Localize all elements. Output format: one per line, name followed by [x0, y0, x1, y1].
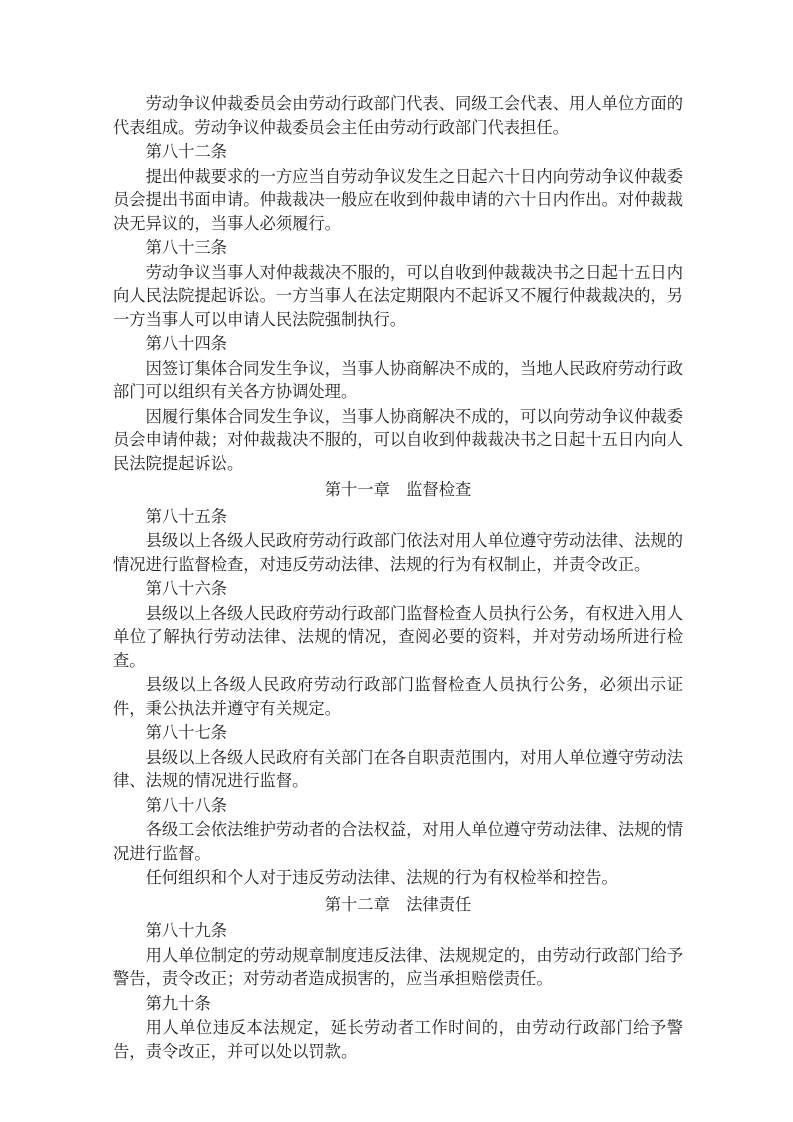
- article-number-heading: 第八十六条: [145, 579, 228, 598]
- body-paragraph: 县级以上各级人民政府有关部门在各自职责范围内，对用人单位遵守劳动法律、法规的情况进行监督。: [113, 747, 683, 790]
- body-paragraph: 提出仲裁要求的一方应当自劳动争议发生之日起六十日内向劳动争议仲裁委员会提出书面申请。仲裁裁决一般应在收到仲裁申请的六十日内作出。对仲裁裁决无异议的，当事人必须履行。: [113, 166, 683, 233]
- body-paragraph: 县级以上各级人民政府劳动行政部门监督检查人员执行公务，有权进入用人单位了解执行劳动法律、法规的情况，查阅必要的资料，并对劳动场所进行检查。: [113, 603, 683, 670]
- article-number-heading: 第八十二条: [145, 142, 228, 161]
- document-text-column: [113, 92, 683, 1063]
- chapter-heading: 第十一章 监督检查: [324, 480, 472, 499]
- body-paragraph: 用人单位违反本法规定，延长劳动者工作时间的，由劳动行政部门给予警告，责令改正，并可以处以罚款。: [113, 1018, 683, 1061]
- article-number-heading: 第八十三条: [145, 238, 228, 257]
- body-paragraph: 劳动争议当事人对仲裁裁决不服的，可以自收到仲裁裁决书之日起十五日内向人民法院提起诉讼。一方当事人在法定期限内不起诉又不履行仲裁裁决的，另一方当事人可以申请人民法院强制执行。: [113, 262, 683, 329]
- body-paragraph: 因签订集体合同发生争议，当事人协商解决不成的，当地人民政府劳动行政部门可以组织有关各方协调处理。: [113, 358, 683, 401]
- body-paragraph: 因履行集体合同发生争议，当事人协商解决不成的，可以向劳动争议仲裁委员会申请仲裁；对仲裁裁决不服的，可以自收到仲裁裁决书之日起十五日内向人民法院提起诉讼。: [113, 406, 683, 473]
- body-paragraph: 各级工会依法维护劳动者的合法权益，对用人单位遵守劳动法律、法规的情况进行监督。: [113, 820, 683, 863]
- body-paragraph: 县级以上各级人民政府劳动行政部门依法对用人单位遵守劳动法律、法规的情况进行监督检查，对违反劳动法律、法规的行为有权制止，并责令改正。: [113, 531, 683, 574]
- article-number-heading: 第八十四条: [145, 334, 228, 353]
- article-number-heading: 第九十条: [145, 993, 211, 1013]
- article-number-heading: 第八十七条: [145, 723, 228, 742]
- article-number-heading: 第八十五条: [145, 506, 228, 526]
- body-paragraph: 用人单位制定的劳动规章制度违反法律、法规规定的，由劳动行政部门给予警告，责令改正；对劳动者造成损害的，应当承担赔偿责任。: [113, 945, 683, 988]
- article-number-heading: 第八十九条: [145, 921, 228, 940]
- body-paragraph: 劳动争议仲裁委员会由劳动行政部门代表、同级工会代表、用人单位方面的代表组成。劳动争议仲裁委员会主任由劳动行政部门代表担任。: [113, 94, 683, 137]
- chapter-heading: 第十二章 法律责任: [324, 894, 472, 914]
- article-number-heading: 第八十八条: [145, 795, 228, 815]
- body-paragraph: 任何组织和个人对于违反劳动法律、法规的行为有权检举和控告。: [145, 868, 618, 887]
- body-paragraph: 县级以上各级人民政府劳动行政部门监督检查人员执行公务，必须出示证件，秉公执法并遵守有关规定。: [113, 675, 683, 718]
